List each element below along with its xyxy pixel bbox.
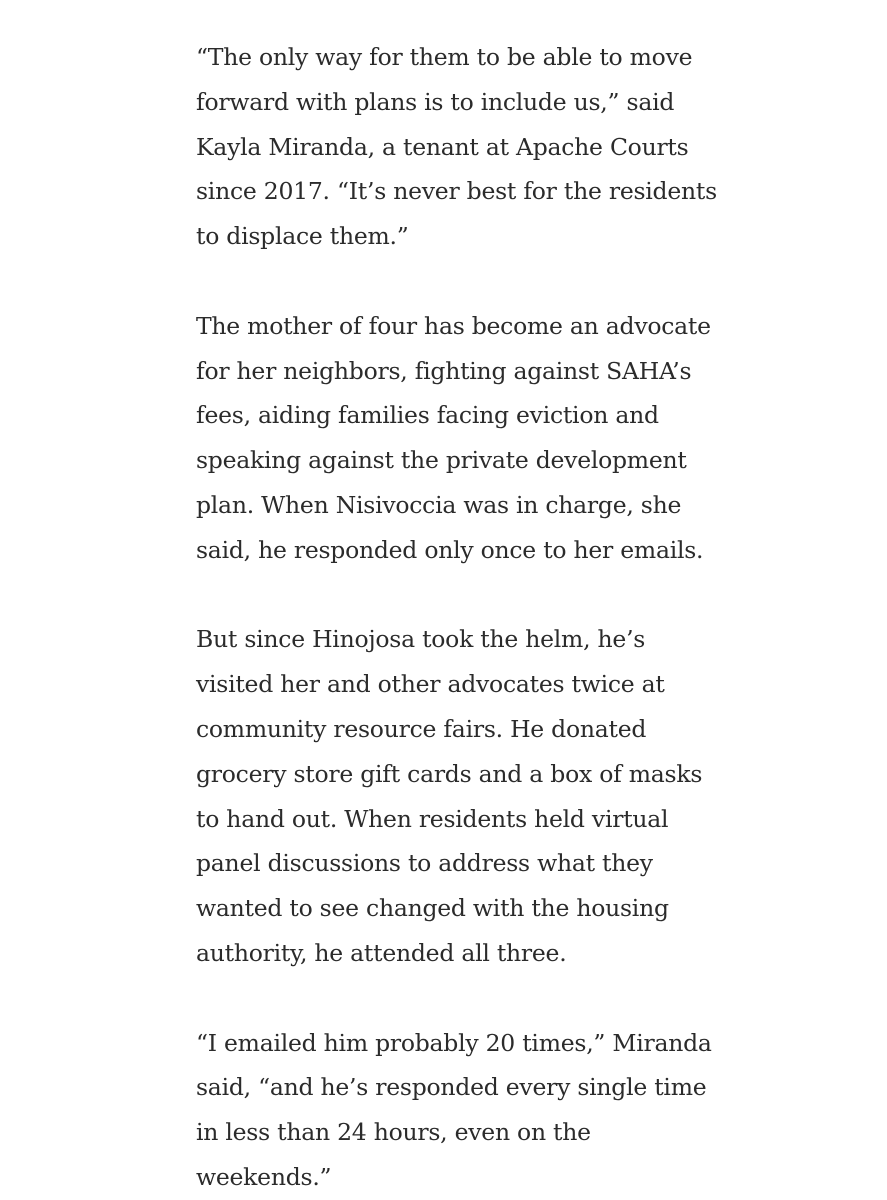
paragraph-miranda-quote [196, 35, 736, 259]
text-line: to hand out. When residents held virtual [196, 804, 669, 833]
text-line: said, he responded only once to her emails. [196, 535, 704, 564]
text-line: The mother of four has become an advocate [196, 311, 711, 340]
text-line: “The only way for them to be able to move [196, 43, 693, 71]
text-line: But since Hinojosa took the helm, he’s [196, 625, 646, 654]
paragraph-hinojosa [196, 617, 736, 975]
text-line: in less than 24 hours, even on the [196, 1118, 591, 1147]
text-line: to displace them.” [196, 222, 409, 251]
text-line: wanted to see changed with the housing [196, 894, 669, 923]
text-line: since 2017. “It’s never best for the residents [196, 177, 717, 206]
text-line: forward with plans is to include us,” said [196, 87, 675, 116]
text-line: for her neighbors, fighting against SAHA’s [196, 356, 692, 385]
text-line: grocery store gift cards and a box of masks [196, 759, 703, 788]
text-line: “I emailed him probably 20 times,” Miranda [196, 1028, 712, 1057]
text-line: visited her and other advocates twice at [196, 670, 665, 699]
text-line: fees, aiding families facing eviction and [196, 401, 659, 430]
text-line: weekends.” [196, 1162, 332, 1191]
article-body [196, 35, 736, 1200]
text-line: community resource fairs. He donated [196, 714, 647, 743]
paragraph-emailed-quote [196, 1021, 736, 1200]
paragraph-mother-advocate [196, 304, 736, 573]
text-line: plan. When Nisivoccia was in charge, she [196, 490, 682, 519]
text-line: speaking against the private development [196, 446, 687, 475]
text-line: Kayla Miranda, a tenant at Apache Courts [196, 132, 689, 161]
text-line: panel discussions to address what they [196, 849, 653, 878]
text-line: authority, he attended all three. [196, 938, 567, 967]
text-line: said, “and he’s responded every single time [196, 1073, 707, 1102]
